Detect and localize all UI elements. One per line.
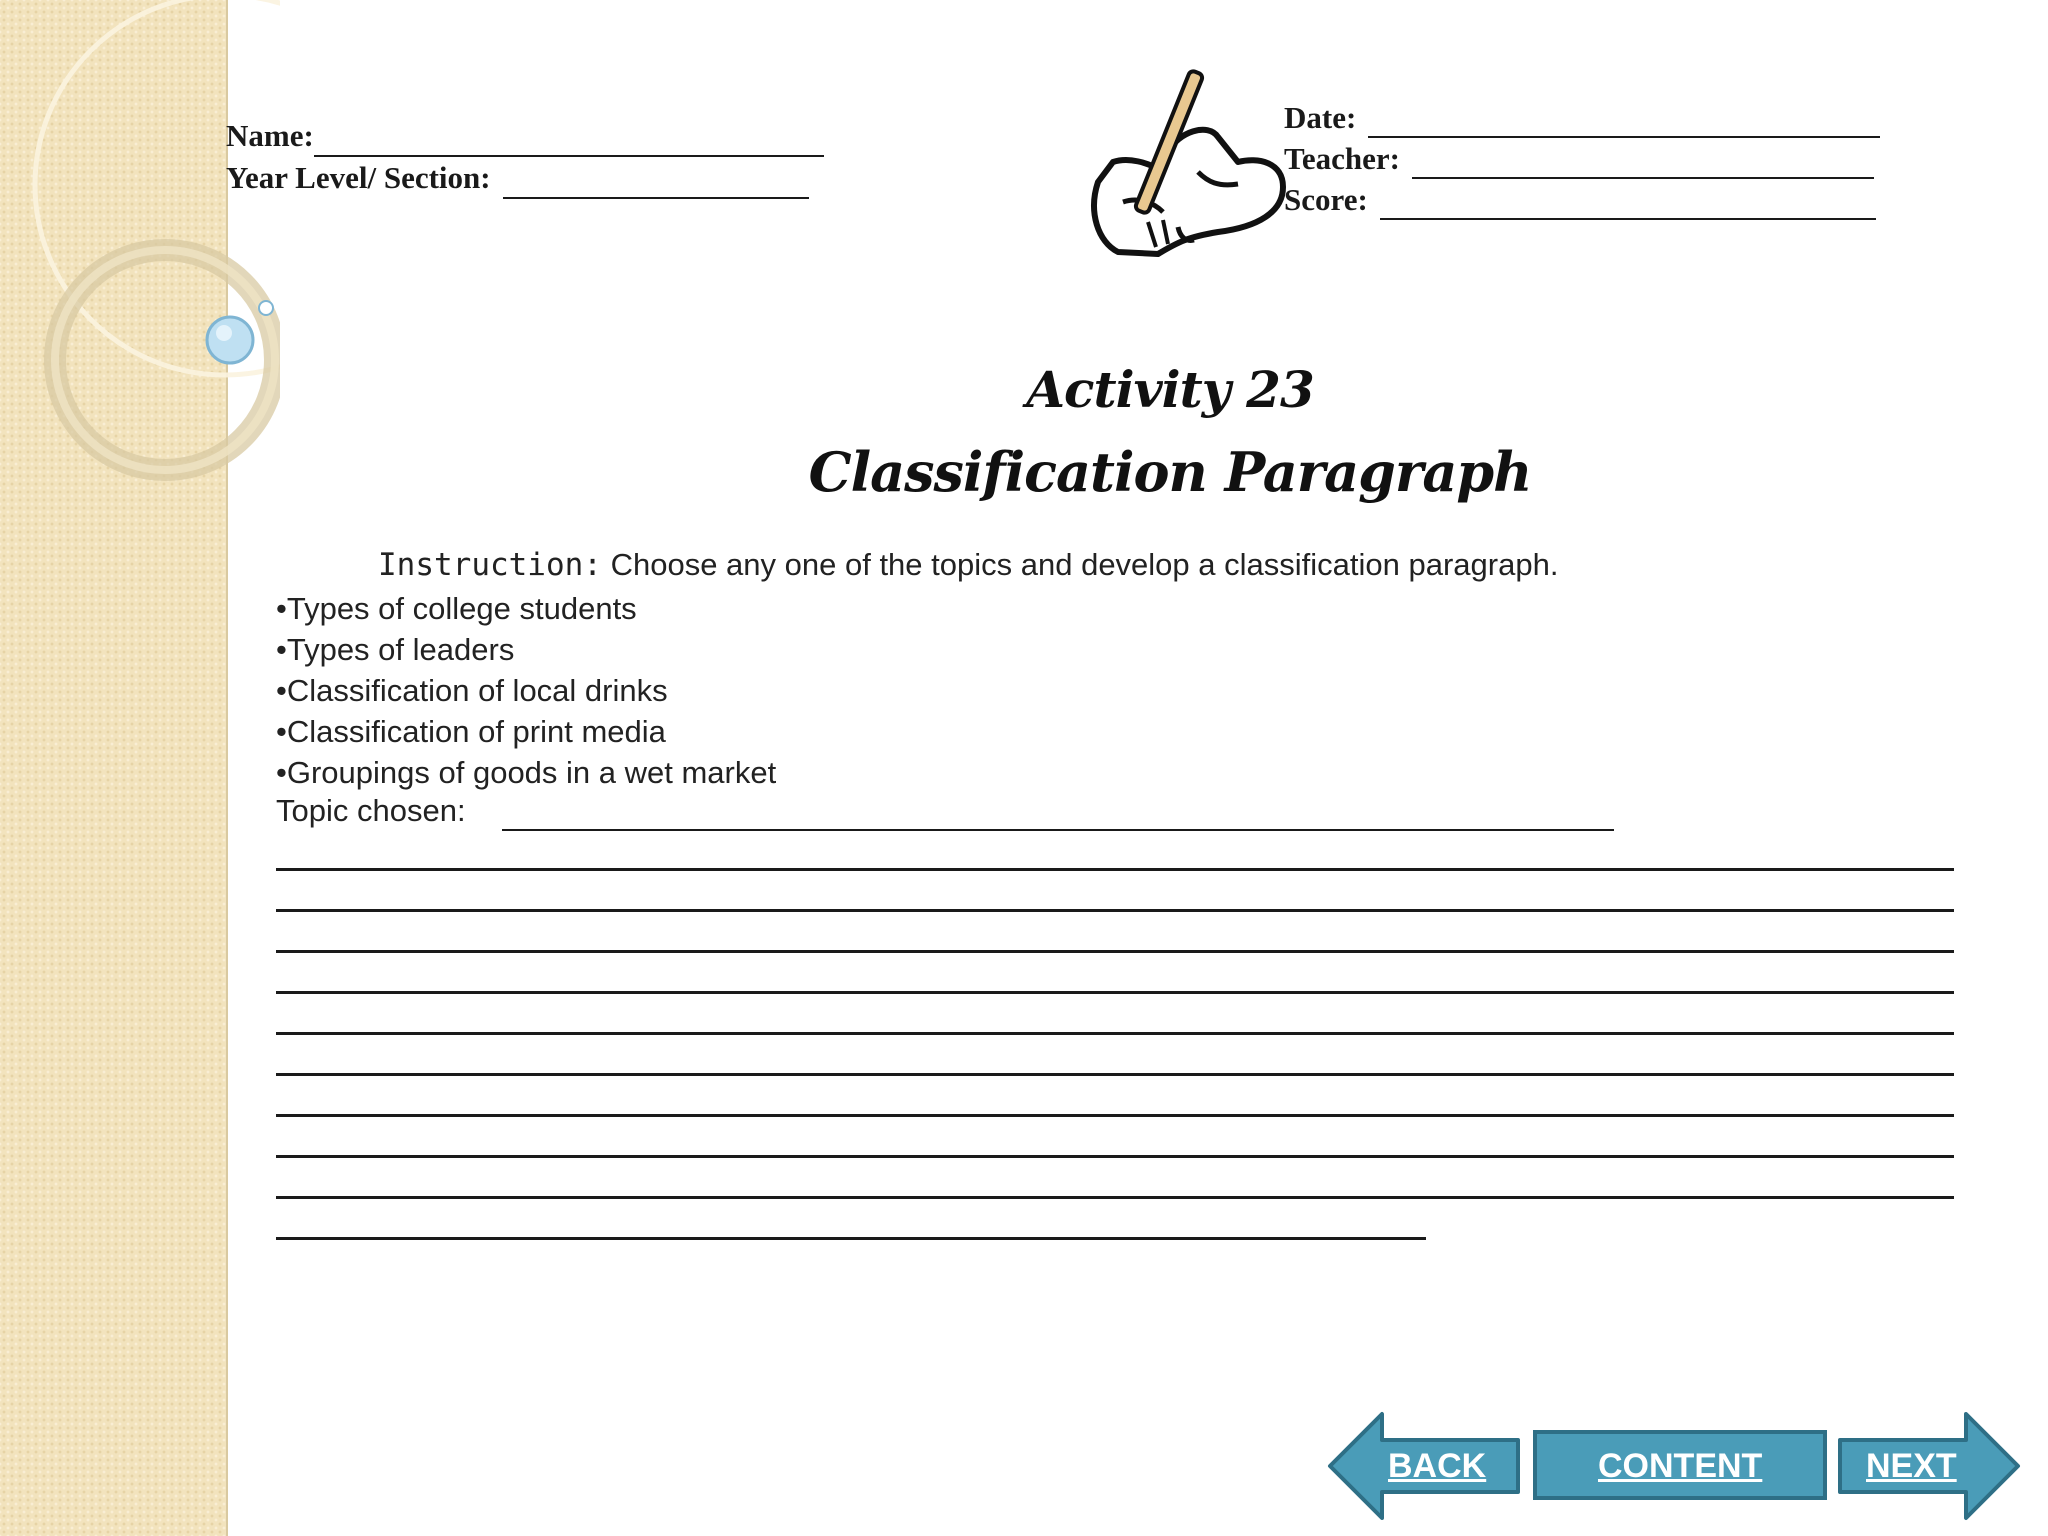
back-label[interactable]: BACK bbox=[1388, 1447, 1487, 1485]
writing-line[interactable] bbox=[276, 909, 1954, 912]
writing-line[interactable] bbox=[276, 868, 1954, 871]
next-button[interactable] bbox=[1836, 1410, 2022, 1522]
name-row bbox=[226, 115, 824, 157]
list-item: •Types of leaders bbox=[276, 632, 515, 667]
instruction bbox=[378, 547, 1558, 583]
writing-line[interactable] bbox=[276, 1155, 1954, 1158]
instruction-text: Choose any one of the topics and develop a classification paragraph. bbox=[601, 547, 1559, 582]
name-field[interactable] bbox=[314, 127, 824, 157]
content-label[interactable]: CONTENT bbox=[1598, 1447, 1763, 1485]
date-label: Date: bbox=[1284, 100, 1357, 135]
activity-title: Activity 23 bbox=[1026, 360, 1314, 419]
instruction-label: Instruction: bbox=[378, 547, 602, 583]
list-item: •Classification of local drinks bbox=[276, 673, 668, 708]
activity-subtitle: Classification Paragraph bbox=[808, 440, 1532, 504]
date-field[interactable] bbox=[1368, 108, 1880, 138]
teacher-label: Teacher: bbox=[1284, 141, 1400, 176]
teacher-field[interactable] bbox=[1412, 149, 1874, 179]
date-row bbox=[1284, 97, 1880, 138]
list-item: •Groupings of goods in a wet market bbox=[276, 755, 777, 790]
writing-line[interactable] bbox=[276, 1073, 1954, 1076]
year-section-field[interactable] bbox=[503, 169, 809, 199]
writing-line[interactable] bbox=[276, 991, 1954, 994]
score-label: Score: bbox=[1284, 182, 1368, 217]
writing-line[interactable] bbox=[276, 1032, 1954, 1035]
writing-line[interactable] bbox=[276, 1237, 1426, 1240]
assessment-info bbox=[1284, 97, 1880, 220]
year-section-label: Year Level/ Section: bbox=[226, 160, 491, 195]
topic-chosen-field[interactable] bbox=[502, 829, 1614, 831]
topic-chosen-label: Topic chosen: bbox=[276, 793, 466, 828]
score-row bbox=[1284, 179, 1880, 220]
list-item: •Types of college students bbox=[276, 591, 637, 626]
year-section-row bbox=[226, 157, 824, 199]
back-button[interactable] bbox=[1326, 1410, 1522, 1522]
writing-line[interactable] bbox=[276, 1196, 1954, 1199]
content-button[interactable] bbox=[1532, 1410, 1828, 1522]
score-field[interactable] bbox=[1380, 190, 1876, 220]
list-item: •Classification of print media bbox=[276, 714, 666, 749]
decorative-rings bbox=[0, 0, 280, 520]
writing-hand-icon bbox=[1068, 62, 1288, 262]
writing-line[interactable] bbox=[276, 1114, 1954, 1117]
writing-line[interactable] bbox=[276, 950, 1954, 953]
teacher-row bbox=[1284, 138, 1880, 179]
student-info bbox=[226, 115, 824, 199]
next-label[interactable]: NEXT bbox=[1866, 1447, 1957, 1485]
topic-list bbox=[276, 588, 776, 793]
name-label: Name: bbox=[226, 118, 314, 153]
